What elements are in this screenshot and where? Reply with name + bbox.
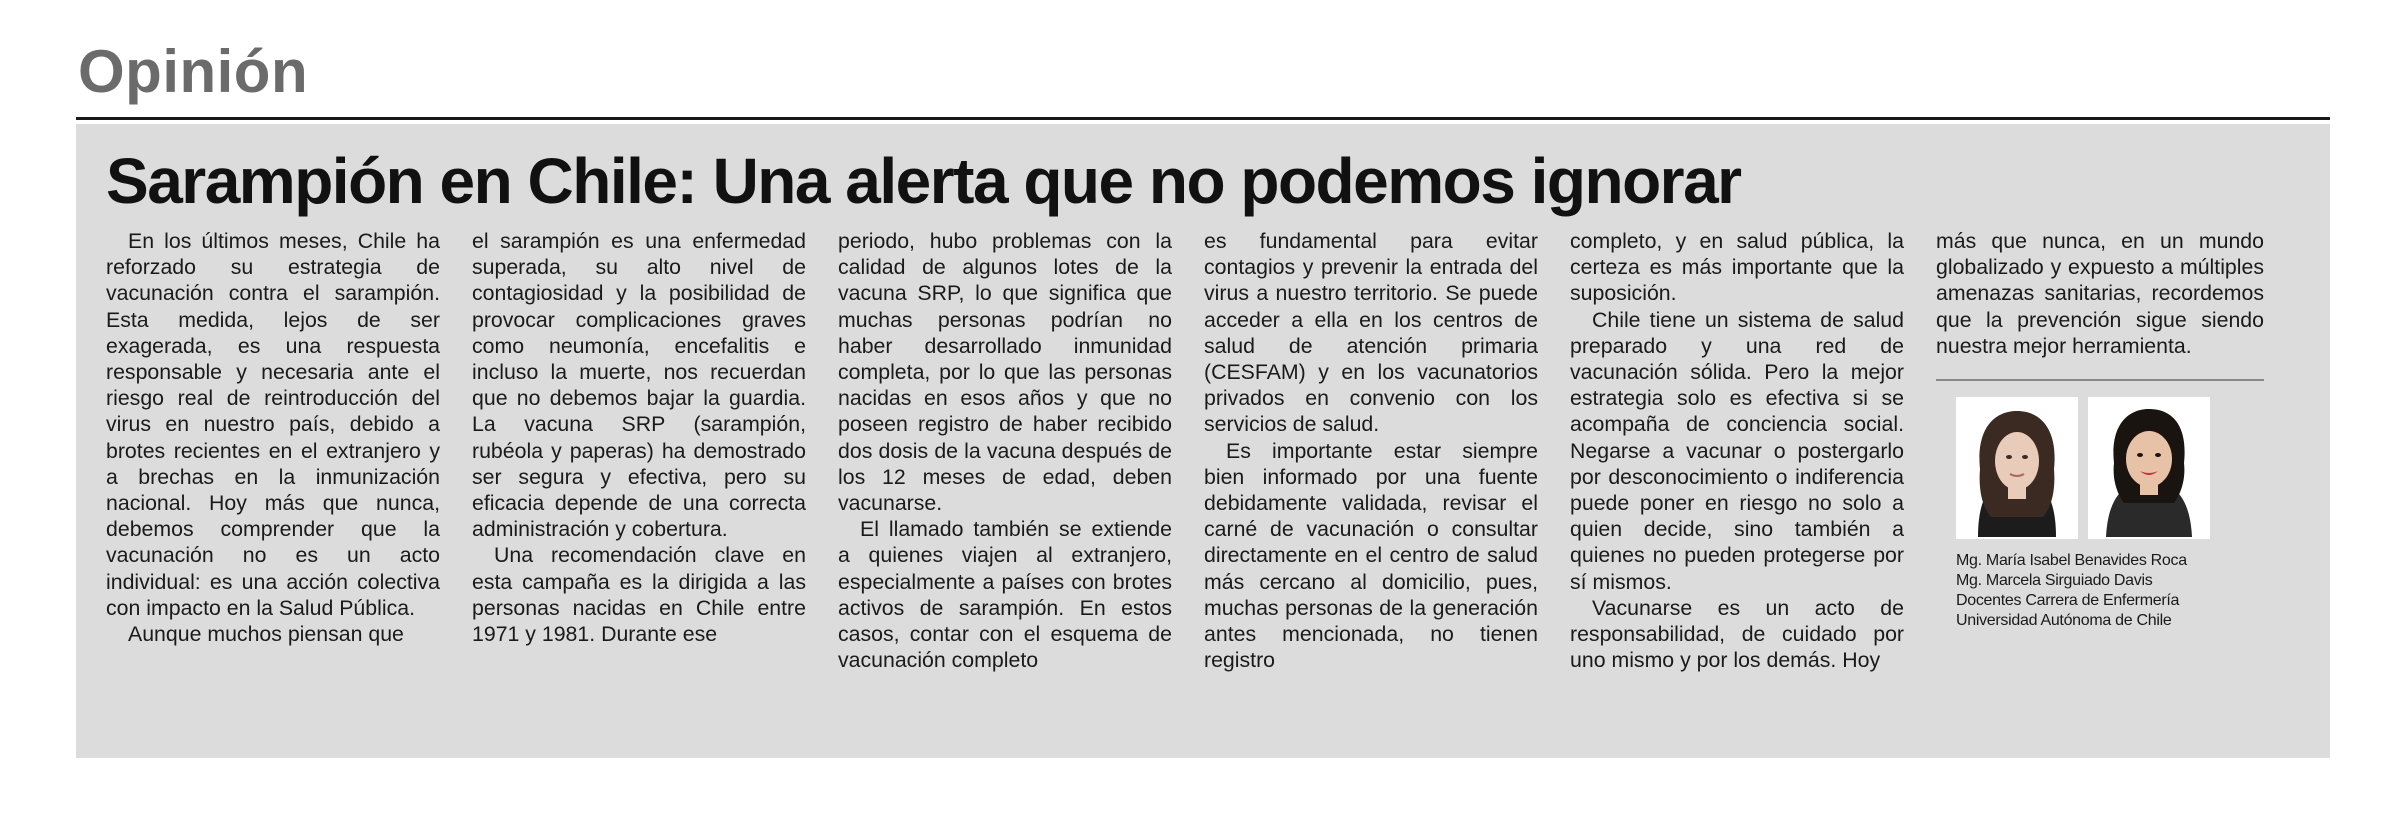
paragraph: completo, y en salud pública, la certeza es más importante que la suposición.	[1570, 229, 1904, 306]
article-column-4	[1204, 228, 1538, 748]
article-column-3	[838, 228, 1172, 748]
section-title: Opinión	[78, 38, 309, 105]
article-columns	[106, 228, 2264, 748]
paragraph: Una recomendación clave en esta campaña es la dirigida a las personas nacidas en Chile entre 1971 y 1981. Durante ese	[472, 543, 806, 647]
paragraph: más que nunca, en un mundo globalizado y expuesto a múltiples amenazas sanitarias, recordemos que la prevención sigue siendo nuestra mejor herramienta.	[1936, 229, 2264, 358]
author-portrait-icon	[2090, 399, 2208, 537]
author-portrait-icon	[1958, 399, 2076, 537]
paragraph: Es importante estar siempre bien informado por una fuente debidamente validada, revisar el carné de vacunación o consultar directamente en el centro de salud más cercano al domicilio, pues, muchas personas de la generación antes mencionada, no tienen registro	[1204, 438, 1538, 673]
sidebar-rule	[1936, 379, 2264, 381]
author-photo	[1956, 397, 2078, 539]
article-column-5	[1570, 228, 1904, 748]
paragraph: En los últimos meses, Chile ha reforzado su estrategia de vacunación contra el sarampión. Esta medida, lejos de ser exagerada, es una respuesta responsable y necesaria ante el riesgo real de reintroducción del virus en nuestro país, debido a brotes recientes en el extranjero y a brechas en la inmunización nacional. Hoy más que nunca, debemos comprender que la vacunación no es un acto individual: es una acción colectiva con impacto en la Salud Pública.	[106, 229, 440, 620]
paragraph: Vacunarse es un acto de responsabilidad, de cuidado por uno mismo y por los demás. Hoy	[1570, 595, 1904, 673]
author-photo	[2088, 397, 2210, 539]
header-rule	[76, 117, 2330, 120]
paragraph: Chile tiene un sistema de salud preparado y una red de vacunación sólida. Pero la mejor estrategia solo es efectiva si se acompaña de conciencia social. Negarse a vacunar o postergarlo por desconocimiento o indiferencia puede poner en riesgo no solo a quien decide, sino también a quienes no pueden protegerse por sí mismos.	[1570, 307, 1904, 594]
article-box	[76, 124, 2330, 758]
paragraph: es fundamental para evitar contagios y prevenir la entrada del virus a nuestro territorio. Se puede acceder a ella en los centros de salud de atención primaria (CESFAM) y en los vacunatorios privados en convenio con los servicios de salud.	[1204, 229, 1538, 437]
signature-line: Mg. Marcela Sirguiado Davis	[1956, 572, 2153, 590]
article-headline: Sarampión en Chile: Una alerta que no podemos ignorar	[106, 145, 1741, 217]
article-column-6	[1936, 228, 2264, 748]
paragraph: el sarampión es una enfermedad superada, su alto nivel de contagiosidad y la posibilidad de provocar complicaciones graves como neumonía, encefalitis e incluso la muerte, nos recuerdan que no debemos bajar la guardia. La vacuna SRP (sarampión, rubéola y paperas) ha demostrado ser segura y efectiva, pero su eficacia depende de una correcta administración y cobertura.	[472, 229, 806, 542]
author-photos	[1956, 397, 2264, 539]
paragraph: El llamado también se extiende a quienes viajen al extranjero, especialmente a países con brotes activos de sarampión. En estos casos, contar con el esquema de vacunación completo	[838, 517, 1172, 673]
article-column-1	[106, 228, 440, 748]
signature-line: Mg. María Isabel Benavides Roca	[1956, 552, 2187, 570]
article-column-2	[472, 228, 806, 748]
signature-line: Universidad Autónoma de Chile	[1956, 612, 2172, 630]
author-signature	[1956, 551, 2264, 631]
paragraph: periodo, hubo problemas con la calidad de algunos lotes de la vacuna SRP, lo que significa que muchas personas podrían no haber desarrollado inmunidad completa, por lo que las personas nacidas en esos años y que no poseen registro de haber recibido dos dosis de la vacuna después de los 12 meses de edad, deben vacunarse.	[838, 229, 1172, 516]
signature-line: Docentes Carrera de Enfermería	[1956, 592, 2180, 610]
paragraph: Aunque muchos piensan que	[128, 622, 404, 647]
